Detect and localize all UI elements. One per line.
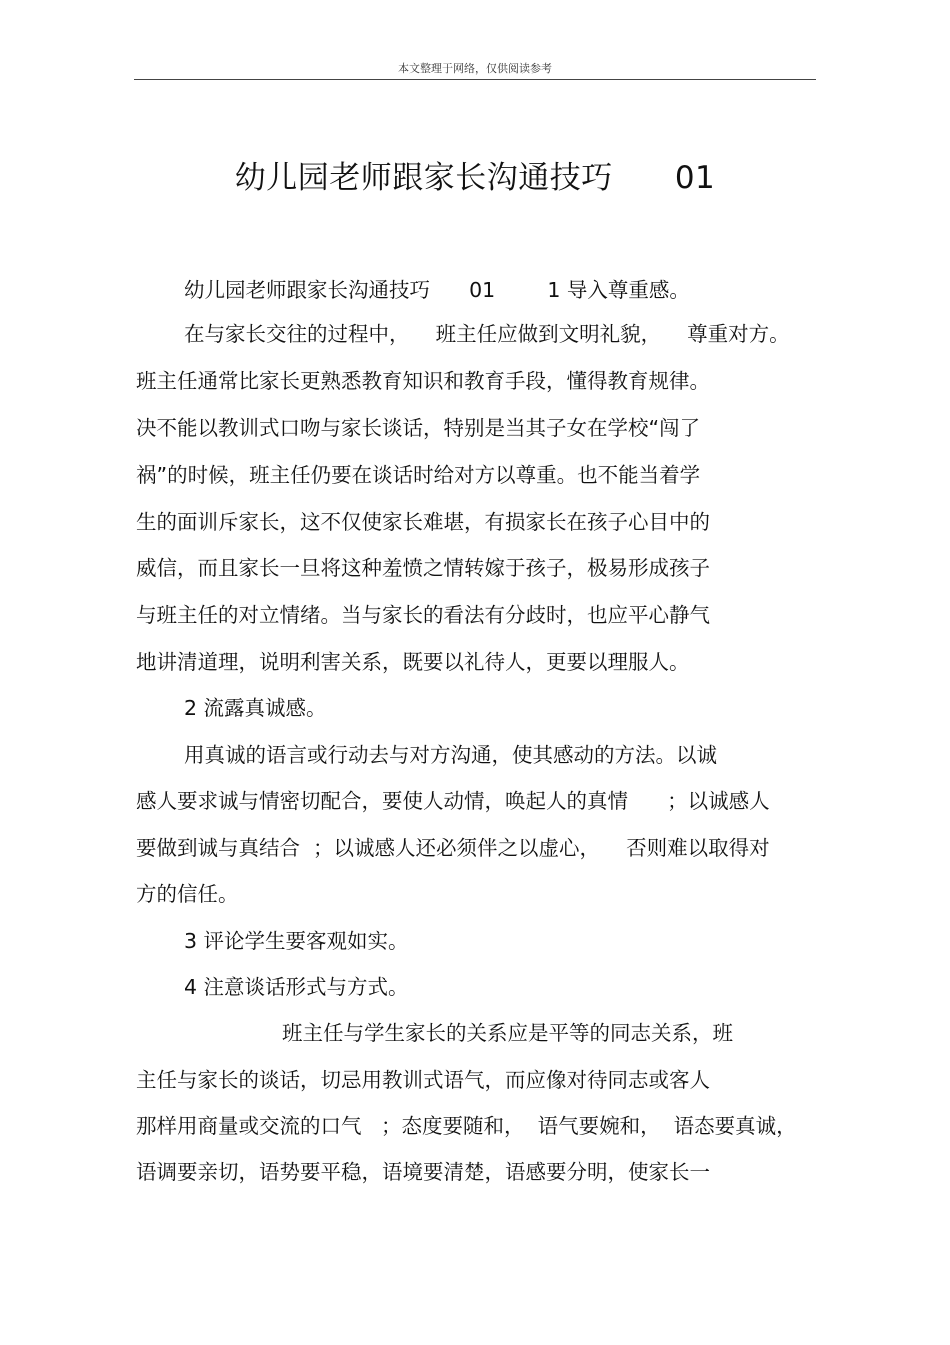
paragraph-line: 与班主任的对立情绪。当与家长的看法有分歧时，也应平心静气 — [136, 603, 710, 627]
paragraph-line: 方的信任。 — [136, 882, 239, 906]
paragraph-line: 4 注意谈话形式与方式。 — [184, 975, 409, 999]
paragraph-line: 感人要求诚与情密切配合，要使人动情，唤起人的真情 ；以诚感人 — [136, 789, 770, 813]
paragraph-line: 幼儿园老师跟家长沟通技巧 01 1 导入尊重感。 — [184, 278, 690, 302]
document-title: 幼儿园老师跟家长沟通技巧 01 — [234, 160, 716, 196]
paragraph-line: 地讲清道理，说明利害关系，既要以礼待人，更要以理服人。 — [136, 650, 690, 674]
paragraph-line: 主任与家长的谈话，切忌用教训式语气，而应像对待同志或客人 — [136, 1068, 710, 1092]
paragraph-line: 2 流露真诚感。 — [184, 696, 327, 720]
header-divider — [134, 79, 816, 80]
paragraph-line: 3 评论学生要客观如实。 — [184, 929, 409, 953]
paragraph-line: 要做到诚与真结合 ；以诚感人还必须伴之以虚心， 否则难以取得对 — [136, 836, 770, 860]
paragraph-line: 班主任与学生家长的关系应是平等的同志关系，班 — [282, 1021, 733, 1045]
paragraph-line: 生的面训斥家长，这不仅使家长难堪，有损家长在孩子心目中的 — [136, 510, 710, 534]
paragraph-line: 班主任通常比家长更熟悉教育知识和教育手段，懂得教育规律。 — [136, 369, 710, 393]
paragraph-line: 语调要亲切，语势要平稳，语境要清楚，语感要分明，使家长一 — [136, 1160, 710, 1184]
paragraph-line: 用真诚的语言或行动去与对方沟通，使其感动的方法。以诚 — [184, 743, 717, 767]
paragraph-line: 祸”的时候，班主任仍要在谈话时给对方以尊重。也不能当着学 — [136, 463, 701, 487]
paragraph-line: 决不能以教训式口吻与家长谈话，特别是当其子女在学校“闯了 — [136, 416, 701, 440]
paragraph-line: 那样用商量或交流的口气 ；态度要随和， 语气要婉和， 语态要真诚， — [136, 1114, 797, 1138]
header-note: 本文整理于网络，仅供阅读参考 — [398, 62, 552, 75]
paragraph-line: 威信，而且家长一旦将这种羞愤之情转嫁于孩子，极易形成孩子 — [136, 556, 710, 580]
paragraph-line: 在与家长交往的过程中， 班主任应做到文明礼貌， 尊重对方。 — [184, 322, 790, 346]
